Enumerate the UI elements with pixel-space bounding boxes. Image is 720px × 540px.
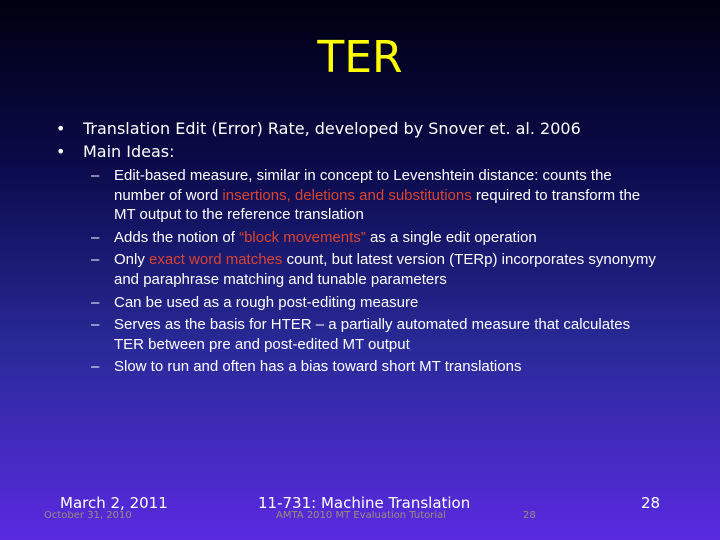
bullet-dot: • (56, 142, 66, 161)
bullet-dot: • (56, 119, 66, 138)
ghost-footer-date: October 31, 2010 (44, 510, 132, 521)
bullet-text: Main Ideas: (83, 142, 175, 161)
sub-bullet-item (58, 293, 658, 313)
highlight-text: exact word matches (149, 251, 283, 269)
sub-bullet-text: as a single edit operation (365, 228, 537, 246)
sub-bullet-text: Can be used as a rough post-editing measure (114, 293, 419, 311)
dash-marker: – (91, 228, 100, 246)
footer-date: March 2, 2011 (60, 494, 168, 512)
sub-bullet-item (58, 228, 658, 248)
sub-bullet-text: Serves as the basis for HTER – a partially automated measure that calculates TER between pre and post-edited MT output (114, 316, 631, 353)
sub-bullet-item (58, 250, 658, 289)
dash-marker: – (91, 167, 100, 184)
dash-marker: – (91, 251, 100, 269)
sub-bullet-list (58, 166, 658, 377)
sub-bullet-text: Adds the notion of (114, 228, 240, 246)
highlight-text: insertions, deletions and substitutions (222, 186, 472, 204)
dash-marker: – (91, 293, 100, 311)
bullet-list (58, 118, 658, 380)
footer-page-number: 28 (641, 494, 661, 512)
bullet-item (58, 141, 658, 162)
highlight-text: “block movements” (239, 228, 366, 246)
sub-bullet-item (58, 357, 658, 377)
dash-marker: – (91, 358, 100, 376)
slide-title: TER (317, 32, 403, 83)
sub-bullet-text: required to transform the MT output to the reference translation (114, 186, 641, 224)
sub-bullet-text: Edit-based measure, similar in concept to Levenshtein distance: counts the number of word (114, 167, 612, 204)
sub-bullet-text: Slow to run and often has a bias toward short MT translations (114, 358, 522, 376)
sub-bullet-item (58, 166, 658, 225)
dash-marker: – (91, 316, 100, 334)
bullet-text: Translation Edit (Error) Rate, developed by Snover et. al. 2006 (83, 119, 581, 138)
footer-course: 11-731: Machine Translation (258, 494, 471, 512)
sub-bullet-text: count, but latest version (TERp) incorporates synonymy and paraphrase matching and tunable parameters (114, 251, 656, 288)
sub-bullet-text: Only (114, 251, 150, 269)
ghost-footer-page: 28 (523, 510, 536, 521)
sub-bullet-item (58, 315, 658, 354)
ghost-footer-tutorial: AMTA 2010 MT Evaluation Tutorial (276, 510, 447, 521)
bullet-item (58, 118, 658, 139)
